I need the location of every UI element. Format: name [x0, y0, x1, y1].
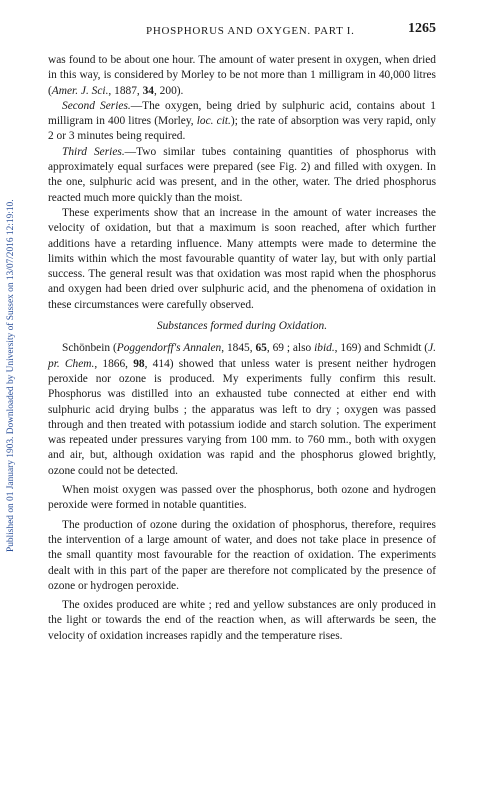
section-heading: Substances formed during Oxidation. [156, 320, 328, 333]
paragraph-oxides: The oxides produced are white ; red and yellow substances are only produced in the light or towards the end of the reaction when, as will afterwards be seen, the velocity of oxidation increases rapidly and the temperature rises. [48, 599, 436, 642]
download-watermark: Published on 01 January 1903. Downloaded by University of Sussex on 13/07/2016 12:19:10. [6, 199, 16, 553]
page-body [48, 0, 436, 644]
series-label: Second Series. [62, 99, 131, 112]
paragraph-first-series-end: was found to be about one hour. The amount of water present in oxygen, when dried in this way, is considered by Morley to be not more than 1 milligram in 40,000 litres (Amer. J. Sci., 1887, 34, 200). [48, 54, 436, 97]
paragraph-schonbein: Schönbein (Poggendorff's Annalen, 1845, 65, 69 ; also ibid., 169) and Schmidt (J. pr. Chem., 1866, 98, 414) showed that unless water is present neither hydrogen peroxide nor ozone is produced. My experiments fully confirm this result. Phosphorus was distilled into an exhausted tube connected at either end with sulphuric acid drying bulbs ; the apparatus was left to dry ; oxygen was passed through and then treated with potassium iodide and starch solution. The experiment was repeated under pressures varying from 100 mm. to 760 mm., both with oxygen and air, but, although oxidation was rapid and the phosphorus glowed brightly, ozone could not be detected. [48, 342, 437, 477]
paragraph-conclusions: These experiments show that an increase in the amount of water increases the velocity of oxidation, but that a maximum is soon reached, after which further additions have a retarding influence. Many attempts were made to determine the limits within which the most favourable quantity of water lay, but with only partial success. The general result was that oxidation was most rapid when the phosphorus and oxygen had been dried over sulphuric acid, and the phenomena of oxidation in these circumstances were carefully observed. [48, 206, 436, 311]
running-title: PHOSPHORUS AND OXYGEN. PART I. [146, 25, 355, 37]
series-label: Third Series. [62, 145, 125, 158]
paragraph-ozone-production: The production of ozone during the oxidation of phosphorus, therefore, requires the intervention of a large amount of water, and does not take place in presence of the small quantity most favourable for the reaction of oxidation. The experiments dealt with in this part of the paper are therefore not complicated by the presence of ozone or hydrogen peroxide. [48, 518, 436, 592]
paragraph-second-series: Second Series.—The oxygen, being dried by sulphuric acid, contains about 1 milligram in 400 litres (Morley, loc. cit.); the rate of absorption was very rapid, only 2 or 3 minutes being required. [48, 99, 436, 143]
page-number: 1265 [408, 21, 436, 36]
paragraph-third-series: Third Series.—Two similar tubes containing quantities of phosphorus with approximately equal surfaces were prepared (see Fig. 2) and filled with oxygen. In the one, sulphuric acid was present, and in the other, water. The dried phosphorus reacted much more quickly than the moist. [48, 145, 436, 204]
paragraph-moist-oxygen: When moist oxygen was passed over the phosphorus, both ozone and hydrogen peroxide were formed in notable quantities. [48, 484, 436, 512]
running-header [48, 22, 436, 42]
